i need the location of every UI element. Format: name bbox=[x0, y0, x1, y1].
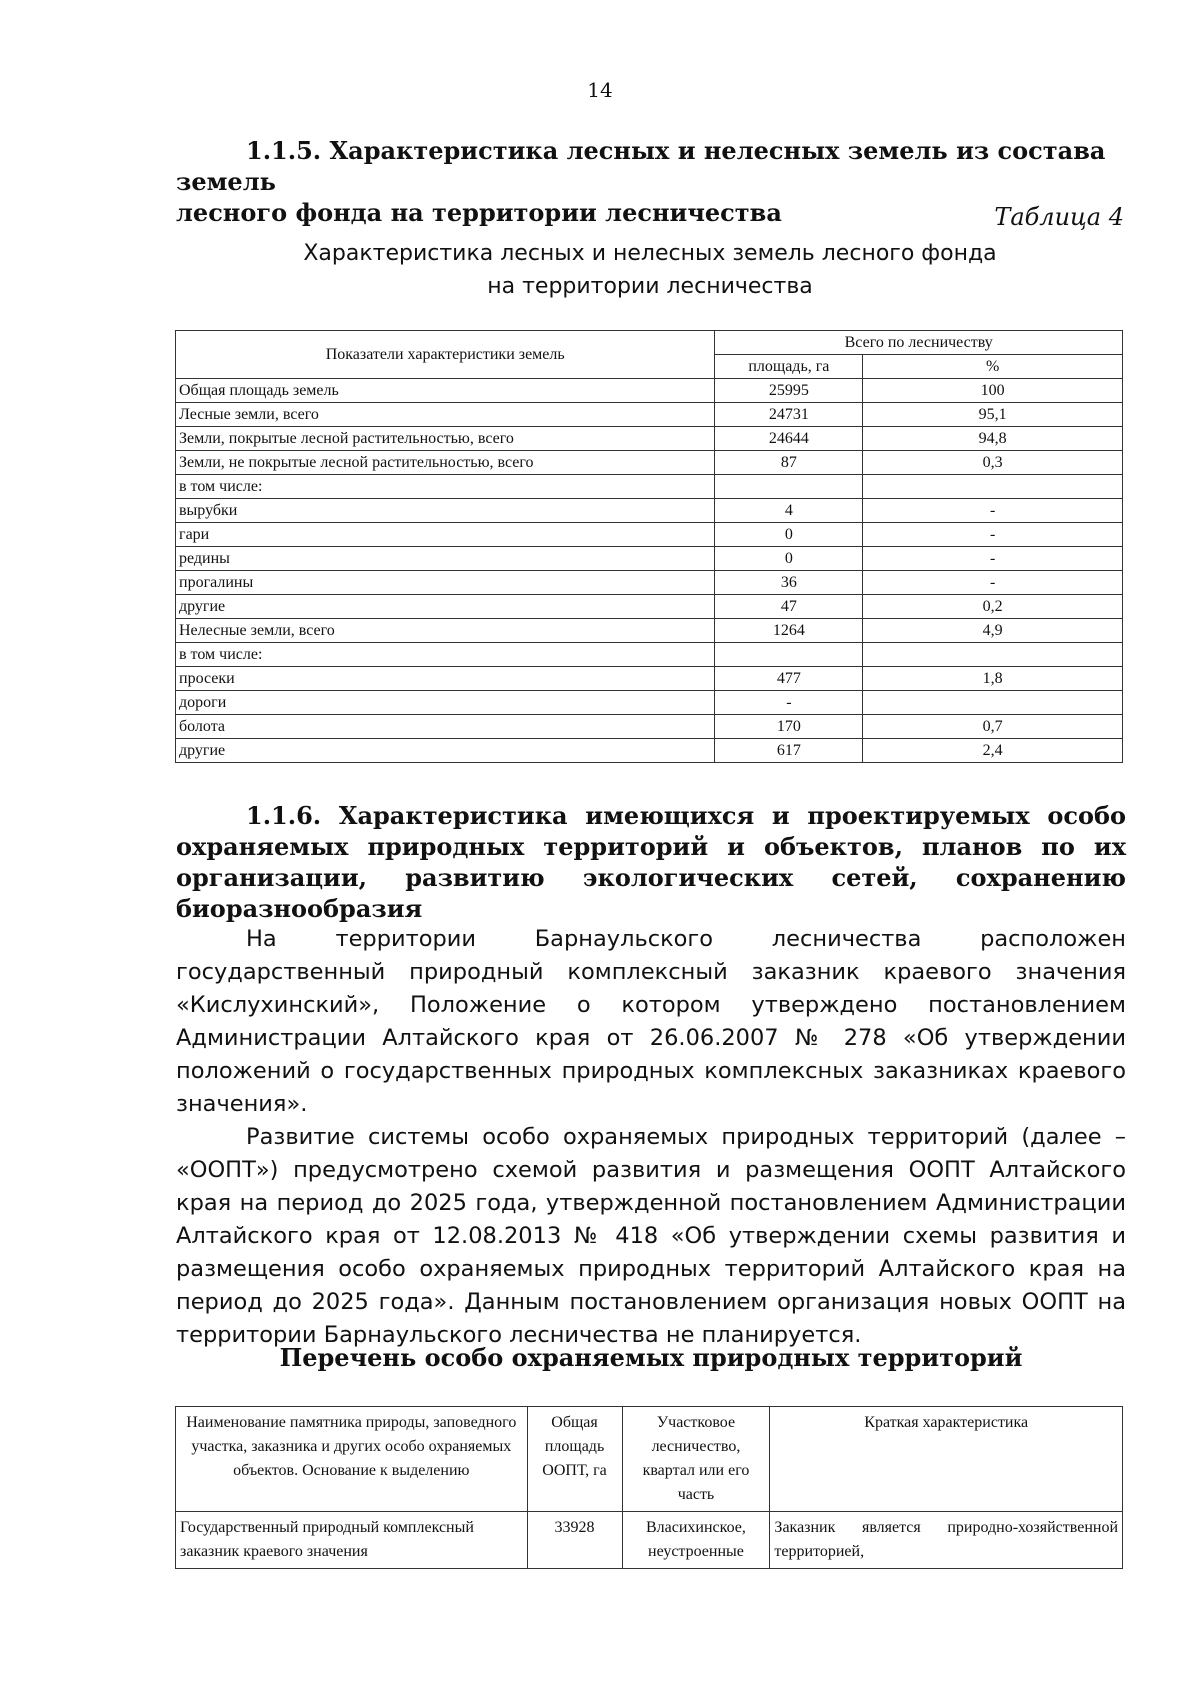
cell-description: Заказник является природно-хозяйственной территорией, bbox=[770, 1512, 1123, 1569]
cell-percent: - bbox=[863, 571, 1123, 595]
table-row bbox=[176, 523, 1123, 547]
section-heading-line1: Характеристика лесных и нелесных земель из состава земель bbox=[176, 136, 1106, 196]
cell-area: 24644 bbox=[715, 427, 863, 451]
cell-indicator: в том числе: bbox=[176, 475, 715, 499]
cell-area: 0 bbox=[715, 523, 863, 547]
page-number: 14 bbox=[587, 78, 613, 102]
header-forestry-unit: Участковое лесничество, квартал или его часть bbox=[622, 1407, 770, 1512]
section-heading-1-1-6 bbox=[176, 800, 1126, 924]
section-heading-line3: организации, развитию экологических сетей, сохранению биоразнообразия bbox=[176, 863, 1126, 923]
header-total-area: Общая площадь ООПТ, га bbox=[527, 1407, 622, 1512]
table-row bbox=[176, 379, 1123, 403]
cell-indicator: болота bbox=[176, 715, 715, 739]
cell-indicator: редины bbox=[176, 547, 715, 571]
table-title-line2: на территории лесничества bbox=[487, 274, 813, 299]
cell-indicator: Нелесные земли, всего bbox=[176, 619, 715, 643]
cell-percent: 100 bbox=[863, 379, 1123, 403]
cell-indicator: другие bbox=[176, 595, 715, 619]
table-row bbox=[176, 739, 1123, 763]
cell-percent: 0,7 bbox=[863, 715, 1123, 739]
cell-indicator: вырубки bbox=[176, 499, 715, 523]
cell-area: 87 bbox=[715, 451, 863, 475]
cell-percent: 0,2 bbox=[863, 595, 1123, 619]
table-title-line1: Характеристика лесных и нелесных земель лесного фонда bbox=[303, 241, 997, 266]
paragraph: Развитие системы особо охраняемых природных территорий (далее – «ООПТ») предусмотрено схемой развития и размещения ООПТ Алтайского края на период до 2025 года, утвержденной постановлением Администрации Алтайского края от 12.08.2013 № 418 «Об утверждении схемы развития и размещения особо охраняемых природных территорий Алтайского края на период до 2025 года». Данным постановлением организация новых ООПТ на территории Барнаульского лесничества не планируется. bbox=[176, 1124, 1126, 1348]
table-row bbox=[176, 547, 1123, 571]
cell-indicator: другие bbox=[176, 739, 715, 763]
cell-percent bbox=[863, 643, 1123, 667]
cell-percent: - bbox=[863, 499, 1123, 523]
header-percent: % bbox=[863, 355, 1123, 379]
header-forestry-total: Всего по лесничеству bbox=[715, 331, 1123, 355]
table-row bbox=[176, 619, 1123, 643]
protected-areas-list-title: Перечень особо охраняемых природных территорий bbox=[279, 1343, 1023, 1372]
cell-percent bbox=[863, 691, 1123, 715]
header-indicator: Показатели характеристики земель bbox=[176, 331, 715, 379]
cell-indicator: Земли, не покрытые лесной растительностью, всего bbox=[176, 451, 715, 475]
section-heading-line1: 1.1.6. Характеристика имеющихся и проектируемых особо bbox=[246, 801, 1126, 830]
cell-percent: 2,4 bbox=[863, 739, 1123, 763]
cell-area: 617 bbox=[715, 739, 863, 763]
cell-area: 36 bbox=[715, 571, 863, 595]
cell-indicator: Общая площадь земель bbox=[176, 379, 715, 403]
cell-area: 1264 bbox=[715, 619, 863, 643]
cell-indicator: просеки bbox=[176, 667, 715, 691]
cell-indicator: Земли, покрытые лесной растительностью, всего bbox=[176, 427, 715, 451]
land-characteristics-table bbox=[175, 330, 1123, 763]
table-row bbox=[176, 427, 1123, 451]
cell-area bbox=[715, 475, 863, 499]
table-row bbox=[176, 499, 1123, 523]
cell-area: 24731 bbox=[715, 403, 863, 427]
table-row bbox=[176, 451, 1123, 475]
table-row bbox=[176, 595, 1123, 619]
section-number: 1.1.5. bbox=[246, 136, 322, 165]
cell-percent: 95,1 bbox=[863, 403, 1123, 427]
cell-forestry: Власихинское, неустроенные bbox=[622, 1512, 770, 1569]
table-row bbox=[176, 1512, 1123, 1569]
header-brief-description: Краткая характеристика bbox=[770, 1407, 1123, 1512]
section-heading-line2: лесного фонда на территории лесничества bbox=[176, 198, 782, 227]
cell-indicator: прогалины bbox=[176, 571, 715, 595]
cell-percent: 94,8 bbox=[863, 427, 1123, 451]
cell-indicator: гари bbox=[176, 523, 715, 547]
header-name: Наименование памятника природы, заповедного участка, заказника и других особо охраняемых объектов. Основание к выделению bbox=[176, 1407, 528, 1512]
cell-percent: - bbox=[863, 523, 1123, 547]
protected-areas-table bbox=[175, 1406, 1123, 1569]
cell-area: 170 bbox=[715, 715, 863, 739]
cell-indicator: Лесные земли, всего bbox=[176, 403, 715, 427]
cell-percent: - bbox=[863, 547, 1123, 571]
section-heading-line2: охраняемых природных территорий и объектов, планов по их bbox=[176, 832, 1126, 861]
paragraph: На территории Барнаульского лесничества расположен государственный природный комплексный заказник краевого значения «Кислухинский», Положение о котором утверждено постановлением Администрации Алтайского края от 26.06.2007 № 278 «Об утверждении положений о государственных природных комплексных заказниках краевого значения». bbox=[176, 926, 1126, 1117]
cell-area: 0 bbox=[715, 547, 863, 571]
table-row bbox=[176, 475, 1123, 499]
table-row bbox=[176, 643, 1123, 667]
table-caption: Таблица 4 bbox=[994, 203, 1124, 231]
cell-indicator: дороги bbox=[176, 691, 715, 715]
body-text bbox=[176, 923, 1126, 1352]
cell-indicator: в том числе: bbox=[176, 643, 715, 667]
table-title bbox=[176, 237, 1124, 303]
table-row bbox=[176, 403, 1123, 427]
cell-area: 33928 bbox=[527, 1512, 622, 1569]
cell-area: 4 bbox=[715, 499, 863, 523]
cell-percent: 1,8 bbox=[863, 667, 1123, 691]
cell-percent: 0,3 bbox=[863, 451, 1123, 475]
table-row bbox=[176, 715, 1123, 739]
table-row bbox=[176, 691, 1123, 715]
cell-area: 25995 bbox=[715, 379, 863, 403]
table-row bbox=[176, 667, 1123, 691]
cell-name: Государственный природный комплексный заказник краевого значения bbox=[176, 1512, 528, 1569]
cell-percent bbox=[863, 475, 1123, 499]
cell-area: 47 bbox=[715, 595, 863, 619]
table-row bbox=[176, 571, 1123, 595]
cell-area: - bbox=[715, 691, 863, 715]
header-area: площадь, га bbox=[715, 355, 863, 379]
cell-area bbox=[715, 643, 863, 667]
cell-area: 477 bbox=[715, 667, 863, 691]
cell-percent: 4,9 bbox=[863, 619, 1123, 643]
